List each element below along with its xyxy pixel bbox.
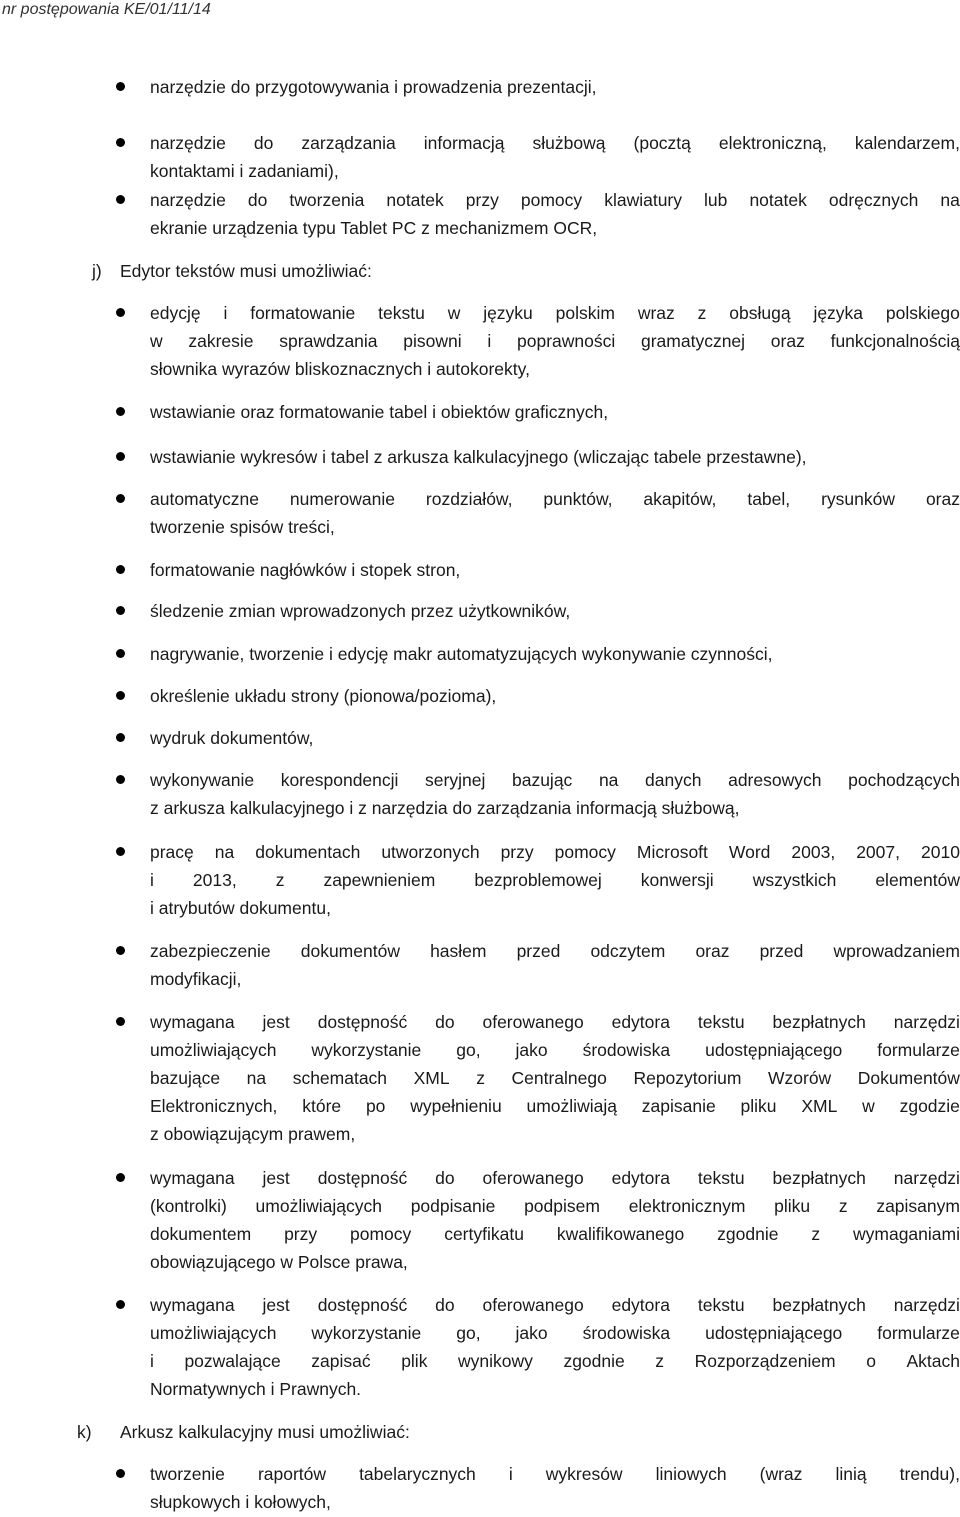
list-item-line bbox=[150, 866, 960, 894]
word: w bbox=[862, 1096, 875, 1116]
word: dostępność bbox=[317, 1168, 408, 1188]
list-item-line bbox=[150, 766, 960, 794]
list-item-line: formatowanie nagłówków i stopek stron, bbox=[150, 560, 461, 580]
word: tworzenia bbox=[289, 190, 365, 210]
word: sprawdzania bbox=[279, 331, 378, 351]
list-item-line: tworzenie spisów treści, bbox=[150, 517, 335, 537]
word: elektronicznym bbox=[628, 1196, 746, 1216]
word: lub bbox=[704, 190, 728, 210]
word: z bbox=[811, 1224, 821, 1244]
word: do bbox=[435, 1012, 455, 1032]
list-item-line bbox=[150, 1036, 960, 1064]
word: Repozytorium bbox=[633, 1068, 742, 1088]
word: wprowadzaniem bbox=[833, 941, 960, 961]
list-item-line: wydruk dokumentów, bbox=[150, 728, 314, 748]
word: formularze bbox=[877, 1323, 960, 1343]
word: tworzenie bbox=[150, 1464, 225, 1484]
word: i bbox=[150, 1351, 154, 1371]
list-item-line: narzędzie do przygotowywania i prowadzenia prezentacji, bbox=[150, 77, 597, 97]
word: na bbox=[940, 190, 960, 210]
word: do bbox=[435, 1295, 455, 1315]
word: formatowanie bbox=[250, 303, 356, 323]
word: kwalifikowanego bbox=[556, 1224, 685, 1244]
word: trendu), bbox=[899, 1464, 960, 1484]
section-title: Edytor tekstów musi umożliwiać: bbox=[120, 261, 372, 281]
list-item-line bbox=[150, 1347, 960, 1375]
word: linią bbox=[835, 1464, 867, 1484]
word: edycję bbox=[150, 303, 201, 323]
word: odczytem bbox=[590, 941, 666, 961]
word: dostępność bbox=[317, 1012, 408, 1032]
bullet-icon bbox=[116, 946, 125, 955]
word: Elektronicznych, bbox=[150, 1096, 278, 1116]
list-item-line bbox=[150, 1460, 960, 1488]
word: jako bbox=[515, 1040, 548, 1060]
word: wymaganiami bbox=[853, 1224, 960, 1244]
word: jest bbox=[262, 1168, 290, 1188]
bullet-icon bbox=[116, 195, 125, 204]
word: języku bbox=[483, 303, 533, 323]
word: rysunków bbox=[821, 489, 895, 509]
list-item-line: wstawianie oraz formatowanie tabel i obiektów graficznych, bbox=[150, 402, 609, 422]
word: z bbox=[476, 1068, 485, 1088]
word: pomocy bbox=[520, 190, 583, 210]
list-item-line: wstawianie wykresów i tabel z arkusza kalkulacyjnego (wliczając tabele przestawne), bbox=[150, 447, 807, 467]
word: wykresów bbox=[545, 1464, 623, 1484]
list-item-line: obowiązującego w Polsce prawa, bbox=[150, 1252, 408, 1272]
word: zgodnie bbox=[563, 1351, 625, 1371]
word: służbową bbox=[532, 133, 606, 153]
bullet-icon bbox=[116, 733, 125, 742]
word: przed bbox=[516, 941, 561, 961]
bullet-icon bbox=[116, 1469, 125, 1478]
list-item-line bbox=[150, 1220, 960, 1248]
bullet-icon bbox=[116, 847, 125, 856]
word: bezpłatnych bbox=[772, 1168, 866, 1188]
word: zapisanie bbox=[641, 1096, 716, 1116]
word: środowiska bbox=[582, 1323, 671, 1343]
word: dostępność bbox=[317, 1295, 408, 1315]
word: bezpłatnych bbox=[772, 1012, 866, 1032]
list-item-line: słownika wyrazów bliskoznacznych i autokorekty, bbox=[150, 359, 530, 379]
word: na bbox=[598, 770, 619, 790]
word: konwersji bbox=[640, 870, 714, 890]
word: 2010 bbox=[921, 842, 960, 862]
word: dokumentem bbox=[150, 1224, 252, 1244]
word: plik bbox=[401, 1351, 428, 1371]
word: pracę bbox=[150, 842, 194, 862]
word: przed bbox=[759, 941, 804, 961]
word: jest bbox=[262, 1295, 290, 1315]
list-item-line bbox=[150, 299, 960, 327]
word: dokumentach bbox=[255, 842, 361, 862]
word: po bbox=[365, 1096, 386, 1116]
list-item-line: kontaktami i zadaniami), bbox=[150, 161, 339, 181]
word: korespondencji bbox=[280, 770, 399, 790]
list-item-line: słupkowych i kołowych, bbox=[150, 1492, 331, 1512]
list-item-line bbox=[150, 1192, 960, 1220]
word: narzędzi bbox=[893, 1168, 960, 1188]
bullet-icon bbox=[116, 649, 125, 658]
word: punktów, bbox=[543, 489, 613, 509]
word: na bbox=[246, 1068, 267, 1088]
word: na bbox=[214, 842, 235, 862]
bullet-icon bbox=[116, 494, 125, 503]
word: pozwalające bbox=[184, 1351, 281, 1371]
bullet-icon bbox=[116, 138, 125, 147]
bullet-icon bbox=[116, 1173, 125, 1182]
list-item-line bbox=[150, 1092, 960, 1120]
list-item-line bbox=[150, 485, 960, 513]
word: wykorzystanie bbox=[311, 1040, 422, 1060]
word: o bbox=[866, 1351, 876, 1371]
word: pochodzących bbox=[848, 770, 960, 790]
section-title: Arkusz kalkulacyjny musi umożliwiać: bbox=[120, 1422, 410, 1442]
bullet-icon bbox=[116, 606, 125, 615]
word: narzędzie bbox=[150, 133, 226, 153]
word: danych bbox=[645, 770, 702, 790]
word: wymagana bbox=[150, 1295, 235, 1315]
document-header: nr postępowania KE/01/11/14 bbox=[2, 1, 211, 18]
word: oferowanego bbox=[482, 1168, 584, 1188]
word: tekstu bbox=[697, 1012, 745, 1032]
word: dokumentów bbox=[300, 941, 400, 961]
word: zgodnie bbox=[717, 1224, 779, 1244]
word: umożliwiają bbox=[526, 1096, 617, 1116]
word: wraz bbox=[637, 303, 675, 323]
word: przy bbox=[284, 1224, 318, 1244]
word: adresowych bbox=[728, 770, 822, 790]
word: wykonywanie bbox=[150, 770, 255, 790]
word: zakresie bbox=[188, 331, 254, 351]
word: Dokumentów bbox=[857, 1068, 960, 1088]
word: zapewnieniem bbox=[323, 870, 436, 890]
word: (wraz bbox=[759, 1464, 803, 1484]
word: oferowanego bbox=[482, 1295, 584, 1315]
word: do bbox=[253, 133, 274, 153]
word: pomocy bbox=[554, 842, 616, 862]
word: Aktach bbox=[906, 1351, 960, 1371]
word: Rozporządzeniem bbox=[694, 1351, 836, 1371]
word: oferowanego bbox=[482, 1012, 584, 1032]
word: elementów bbox=[875, 870, 960, 890]
word: bazujące bbox=[150, 1068, 221, 1088]
word: edytora bbox=[611, 1168, 670, 1188]
word: zgodzie bbox=[899, 1096, 960, 1116]
word: do bbox=[435, 1168, 455, 1188]
word: edytora bbox=[611, 1295, 670, 1315]
word: które bbox=[302, 1096, 342, 1116]
word: podpisem bbox=[524, 1196, 600, 1216]
word: rozdziałów, bbox=[425, 489, 513, 509]
list-item-line: ekranie urządzenia typu Tablet PC z mechanizmem OCR, bbox=[150, 218, 598, 238]
word: go, bbox=[456, 1040, 481, 1060]
word: jest bbox=[262, 1012, 290, 1032]
word: zabezpieczenie bbox=[150, 941, 271, 961]
word: certyfikatu bbox=[444, 1224, 524, 1244]
word: bazując bbox=[511, 770, 573, 790]
word: edytora bbox=[611, 1012, 670, 1032]
list-item-line bbox=[150, 1064, 960, 1092]
word: 2007, bbox=[856, 842, 900, 862]
word: klawiatury bbox=[604, 190, 683, 210]
word: informacją bbox=[423, 133, 505, 153]
word: do bbox=[247, 190, 268, 210]
bullet-icon bbox=[116, 82, 125, 91]
word: narzędzie bbox=[150, 190, 226, 210]
list-item-line: z arkusza kalkulacyjnego i z narzędzia do zarządzania informacją służbową, bbox=[150, 798, 740, 818]
list-item-line bbox=[150, 186, 960, 214]
word: pisowni bbox=[403, 331, 462, 351]
bullet-icon bbox=[116, 565, 125, 574]
list-item-line bbox=[150, 1164, 960, 1192]
word: środowiska bbox=[582, 1040, 671, 1060]
word: elektroniczną, bbox=[718, 133, 827, 153]
word: schematach bbox=[292, 1068, 388, 1088]
word: jako bbox=[515, 1323, 548, 1343]
word: wykorzystanie bbox=[311, 1323, 422, 1343]
list-item-line bbox=[150, 1319, 960, 1347]
word: z bbox=[697, 303, 707, 323]
word: wynikowy bbox=[458, 1351, 533, 1371]
word: zapisać bbox=[311, 1351, 371, 1371]
word: narzędzi bbox=[893, 1012, 960, 1032]
word: narzędzi bbox=[893, 1295, 960, 1315]
word: Wzorów bbox=[768, 1068, 832, 1088]
word: w bbox=[447, 303, 461, 323]
list-item-line: Normatywnych i Prawnych. bbox=[150, 1379, 362, 1399]
bullet-icon bbox=[116, 407, 125, 416]
word: funkcjonalnością bbox=[830, 331, 960, 351]
word: poprawności bbox=[517, 331, 616, 351]
word: Word bbox=[728, 842, 771, 862]
word: liniowych bbox=[655, 1464, 727, 1484]
bullet-icon bbox=[116, 775, 125, 784]
list-item-line bbox=[150, 838, 960, 866]
word: wymagana bbox=[150, 1168, 235, 1188]
word: pliku bbox=[774, 1196, 811, 1216]
list-item-line bbox=[150, 327, 960, 355]
word: oraz bbox=[770, 331, 805, 351]
list-item-line: nagrywanie, tworzenie i edycję makr automatyzujących wykonywanie czynności, bbox=[150, 644, 773, 664]
word: oraz bbox=[925, 489, 960, 509]
word: 2003, bbox=[791, 842, 836, 862]
word: (pocztą bbox=[633, 133, 691, 153]
bullet-icon bbox=[116, 1017, 125, 1026]
word: wypełnieniu bbox=[410, 1096, 502, 1116]
list-item-line bbox=[150, 129, 960, 157]
list-item-line: i atrybutów dokumentu, bbox=[150, 898, 331, 918]
word: tabelarycznych bbox=[359, 1464, 476, 1484]
word: zapisanym bbox=[876, 1196, 960, 1216]
word: z bbox=[275, 870, 285, 890]
word: tabel, bbox=[747, 489, 791, 509]
word: pomocy bbox=[350, 1224, 412, 1244]
word: w bbox=[150, 331, 163, 351]
word: 2013, bbox=[192, 870, 237, 890]
word: Microsoft bbox=[636, 842, 708, 862]
word: z bbox=[655, 1351, 665, 1371]
bullet-icon bbox=[116, 691, 125, 700]
word: bezproblemowej bbox=[474, 870, 602, 890]
word: gramatycznej bbox=[640, 331, 746, 351]
word: kalendarzem, bbox=[854, 133, 960, 153]
word: i bbox=[508, 1464, 513, 1484]
section-marker: j) bbox=[92, 261, 102, 281]
word: tekstu bbox=[697, 1168, 745, 1188]
word: umożliwiających bbox=[255, 1196, 382, 1216]
word: języka bbox=[813, 303, 864, 323]
word: numerowanie bbox=[289, 489, 395, 509]
word: XML bbox=[413, 1068, 450, 1088]
word: akapitów, bbox=[643, 489, 717, 509]
word: i bbox=[150, 870, 154, 890]
bullet-icon bbox=[116, 308, 125, 317]
word: i bbox=[223, 303, 228, 323]
word: przy bbox=[465, 190, 499, 210]
word: przy bbox=[500, 842, 534, 862]
section-marker: k) bbox=[77, 1422, 92, 1442]
word: hasłem bbox=[430, 941, 487, 961]
word: polskim bbox=[555, 303, 615, 323]
word: seryjnej bbox=[425, 770, 486, 790]
word: formularze bbox=[877, 1040, 960, 1060]
word: zarządzania bbox=[301, 133, 396, 153]
word: wymagana bbox=[150, 1012, 235, 1032]
word: raportów bbox=[257, 1464, 327, 1484]
word: umożliwiających bbox=[150, 1040, 277, 1060]
word: tekstu bbox=[697, 1295, 745, 1315]
bullet-icon bbox=[116, 452, 125, 461]
word: notatek bbox=[749, 190, 807, 210]
word: podpisanie bbox=[410, 1196, 496, 1216]
word: Centralnego bbox=[511, 1068, 607, 1088]
bullet-icon bbox=[116, 1300, 125, 1309]
word: obsługą bbox=[729, 303, 791, 323]
word: udostępniającego bbox=[705, 1323, 843, 1343]
word: pliku bbox=[740, 1096, 777, 1116]
word: go, bbox=[456, 1323, 481, 1343]
word: umożliwiających bbox=[150, 1323, 277, 1343]
word: automatyczne bbox=[150, 489, 259, 509]
word: notatek bbox=[386, 190, 444, 210]
word: z bbox=[838, 1196, 848, 1216]
word: bezpłatnych bbox=[772, 1295, 866, 1315]
word: polskiego bbox=[885, 303, 960, 323]
word: tekstu bbox=[378, 303, 425, 323]
word: utworzonych bbox=[381, 842, 480, 862]
word: wszystkich bbox=[752, 870, 837, 890]
list-item-line: określenie układu strony (pionowa/pozioma), bbox=[150, 686, 497, 706]
word: (kontrolki) bbox=[150, 1196, 227, 1216]
word: i bbox=[487, 331, 492, 351]
word: oraz bbox=[695, 941, 730, 961]
list-item-line bbox=[150, 937, 960, 965]
list-item-line: śledzenie zmian wprowadzonych przez użytkowników, bbox=[150, 601, 571, 621]
list-item-line bbox=[150, 1291, 960, 1319]
word: XML bbox=[801, 1096, 838, 1116]
list-item-line: modyfikacji, bbox=[150, 969, 242, 989]
list-item-line: z obowiązującym prawem, bbox=[150, 1124, 356, 1144]
word: odręcznych bbox=[828, 190, 919, 210]
list-item-line bbox=[150, 1008, 960, 1036]
word: udostępniającego bbox=[705, 1040, 843, 1060]
